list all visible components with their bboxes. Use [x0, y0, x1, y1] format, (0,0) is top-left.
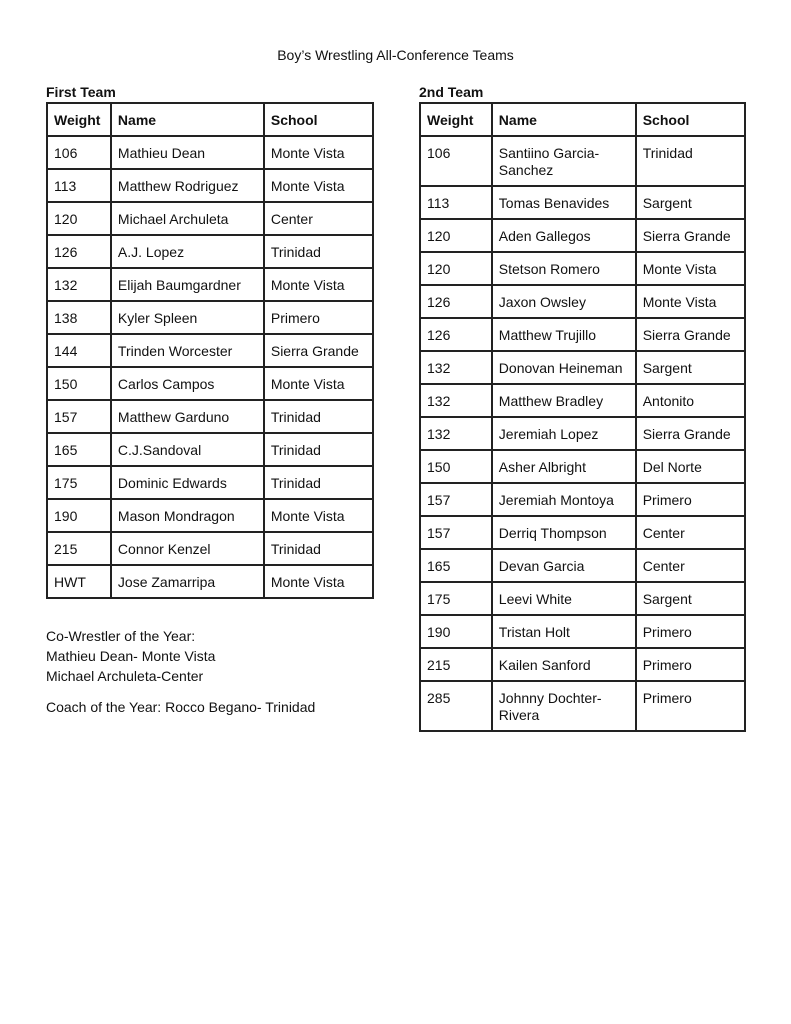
name-cell: Stetson Romero: [492, 252, 636, 285]
table-row: [420, 417, 745, 450]
school-cell: Trinidad: [264, 466, 373, 499]
name-cell: C.J.Sandoval: [111, 433, 264, 466]
column-header: School: [264, 103, 373, 136]
table-row: [47, 532, 373, 565]
first-team-table: [46, 102, 374, 599]
weight-cell: 215: [420, 648, 492, 681]
school-cell: Center: [636, 516, 745, 549]
column-header: Weight: [47, 103, 111, 136]
school-cell: Sargent: [636, 351, 745, 384]
table-row: [420, 318, 745, 351]
table-row: [420, 681, 745, 731]
table-row: [420, 483, 745, 516]
school-cell: Primero: [636, 483, 745, 516]
name-cell: Connor Kenzel: [111, 532, 264, 565]
school-cell: Primero: [636, 681, 745, 731]
weight-cell: 175: [47, 466, 111, 499]
name-cell: Devan Garcia: [492, 549, 636, 582]
school-cell: Monte Vista: [264, 169, 373, 202]
school-cell: Sargent: [636, 582, 745, 615]
weight-cell: 113: [47, 169, 111, 202]
school-cell: Monte Vista: [264, 268, 373, 301]
weight-cell: 132: [420, 417, 492, 450]
weight-cell: 106: [47, 136, 111, 169]
wrestler-heading: Co-Wrestler of the Year:: [46, 628, 196, 644]
name-cell: Kyler Spleen: [111, 301, 264, 334]
name-cell: Trinden Worcester: [111, 334, 264, 367]
table-row: [47, 433, 373, 466]
table-header-row: [420, 103, 745, 136]
name-cell: Johnny Dochter-Rivera: [492, 681, 636, 731]
name-cell: Jeremiah Montoya: [492, 483, 636, 516]
school-cell: Primero: [636, 615, 745, 648]
table-row: [420, 384, 745, 417]
school-cell: Monte Vista: [636, 285, 745, 318]
name-cell: Leevi White: [492, 582, 636, 615]
column-header: Name: [492, 103, 636, 136]
name-cell: Matthew Trujillo: [492, 318, 636, 351]
table-row: [47, 565, 373, 598]
school-cell: Trinidad: [636, 136, 745, 186]
name-cell: Michael Archuleta: [111, 202, 264, 235]
name-cell: Matthew Rodriguez: [111, 169, 264, 202]
weight-cell: 165: [420, 549, 492, 582]
weight-cell: 106: [420, 136, 492, 186]
weight-cell: 132: [420, 384, 492, 417]
weight-cell: 144: [47, 334, 111, 367]
school-cell: Monte Vista: [264, 499, 373, 532]
weight-cell: 175: [420, 582, 492, 615]
first-team-body: [47, 136, 373, 598]
table-row: [47, 499, 373, 532]
school-cell: Sargent: [636, 186, 745, 219]
table-row: [47, 301, 373, 334]
table-row: [420, 615, 745, 648]
table-row: [47, 400, 373, 433]
weight-cell: 132: [47, 268, 111, 301]
wrestler-of-year: [46, 626, 215, 686]
table-row: [47, 235, 373, 268]
table-row: [420, 549, 745, 582]
name-cell: Santiino Garcia-Sanchez: [492, 136, 636, 186]
school-cell: Trinidad: [264, 532, 373, 565]
school-cell: Sierra Grande: [636, 219, 745, 252]
first-team-label: First Team: [46, 84, 116, 100]
table-row: [420, 582, 745, 615]
weight-cell: 113: [420, 186, 492, 219]
school-cell: Antonito: [636, 384, 745, 417]
name-cell: Carlos Campos: [111, 367, 264, 400]
weight-cell: 150: [420, 450, 492, 483]
name-cell: Matthew Garduno: [111, 400, 264, 433]
school-cell: Trinidad: [264, 433, 373, 466]
name-cell: Jeremiah Lopez: [492, 417, 636, 450]
weight-cell: HWT: [47, 565, 111, 598]
wrestler-entry: Michael Archuleta-Center: [46, 668, 204, 684]
weight-cell: 190: [47, 499, 111, 532]
table-row: [47, 334, 373, 367]
name-cell: Elijah Baumgardner: [111, 268, 264, 301]
table-row: [420, 136, 745, 186]
table-row: [420, 219, 745, 252]
column-header: School: [636, 103, 745, 136]
weight-cell: 157: [420, 516, 492, 549]
wrestler-entry: Mathieu Dean- Monte Vista: [46, 648, 216, 664]
table-row: [47, 466, 373, 499]
school-cell: Center: [264, 202, 373, 235]
school-cell: Primero: [264, 301, 373, 334]
weight-cell: 126: [420, 318, 492, 351]
table-row: [47, 367, 373, 400]
school-cell: Del Norte: [636, 450, 745, 483]
school-cell: Monte Vista: [264, 136, 373, 169]
name-cell: Matthew Bradley: [492, 384, 636, 417]
weight-cell: 150: [47, 367, 111, 400]
weight-cell: 190: [420, 615, 492, 648]
table-row: [420, 648, 745, 681]
column-header: Weight: [420, 103, 492, 136]
school-cell: Sierra Grande: [636, 318, 745, 351]
second-team-table: [419, 102, 746, 732]
school-cell: Monte Vista: [264, 565, 373, 598]
table-row: [47, 268, 373, 301]
second-team-label: 2nd Team: [419, 84, 484, 100]
name-cell: Tomas Benavides: [492, 186, 636, 219]
weight-cell: 215: [47, 532, 111, 565]
weight-cell: 126: [47, 235, 111, 268]
weight-cell: 120: [47, 202, 111, 235]
school-cell: Trinidad: [264, 400, 373, 433]
table-row: [420, 186, 745, 219]
school-cell: Monte Vista: [264, 367, 373, 400]
name-cell: Derriq Thompson: [492, 516, 636, 549]
table-header-row: [47, 103, 373, 136]
coach-of-year: Coach of the Year: Rocco Begano- Trinidad: [46, 699, 316, 715]
weight-cell: 120: [420, 219, 492, 252]
school-cell: Sierra Grande: [636, 417, 745, 450]
weight-cell: 132: [420, 351, 492, 384]
name-cell: Kailen Sanford: [492, 648, 636, 681]
name-cell: Asher Albright: [492, 450, 636, 483]
name-cell: Tristan Holt: [492, 615, 636, 648]
table-row: [47, 202, 373, 235]
table-row: [420, 450, 745, 483]
school-cell: Monte Vista: [636, 252, 745, 285]
weight-cell: 165: [47, 433, 111, 466]
table-row: [420, 252, 745, 285]
second-team-body: [420, 136, 745, 731]
table-row: [420, 516, 745, 549]
school-cell: Primero: [636, 648, 745, 681]
name-cell: Jose Zamarripa: [111, 565, 264, 598]
name-cell: Aden Gallegos: [492, 219, 636, 252]
table-row: [420, 351, 745, 384]
name-cell: Donovan Heineman: [492, 351, 636, 384]
weight-cell: 120: [420, 252, 492, 285]
name-cell: Jaxon Owsley: [492, 285, 636, 318]
school-cell: Trinidad: [264, 235, 373, 268]
weight-cell: 126: [420, 285, 492, 318]
weight-cell: 157: [420, 483, 492, 516]
name-cell: Dominic Edwards: [111, 466, 264, 499]
table-row: [47, 136, 373, 169]
weight-cell: 157: [47, 400, 111, 433]
weight-cell: 285: [420, 681, 492, 731]
name-cell: Mason Mondragon: [111, 499, 264, 532]
name-cell: A.J. Lopez: [111, 235, 264, 268]
table-row: [420, 285, 745, 318]
school-cell: Center: [636, 549, 745, 582]
table-row: [47, 169, 373, 202]
page-title: Boy’s Wrestling All-Conference Teams: [277, 47, 514, 63]
name-cell: Mathieu Dean: [111, 136, 264, 169]
column-header: Name: [111, 103, 264, 136]
weight-cell: 138: [47, 301, 111, 334]
school-cell: Sierra Grande: [264, 334, 373, 367]
